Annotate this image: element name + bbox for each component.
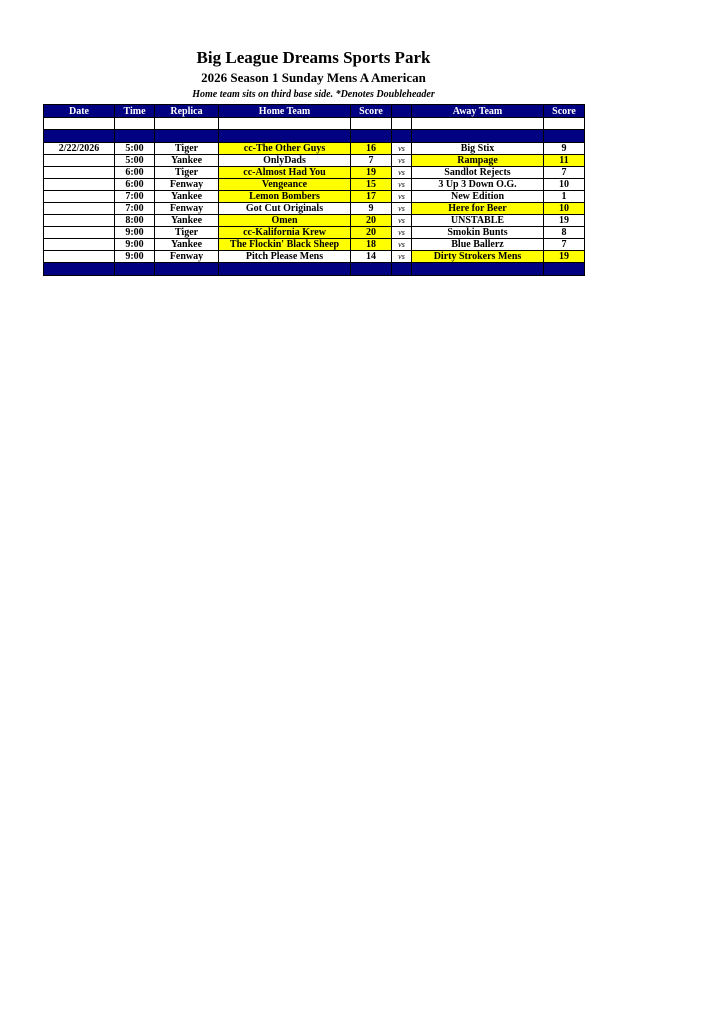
- vs-cell: vs: [392, 239, 412, 251]
- away-team-cell: Here for Beer: [412, 203, 544, 215]
- home-team-cell: cc-The Other Guys: [219, 143, 351, 155]
- col-header-away-team: Away Team: [412, 105, 544, 118]
- game-row: [44, 251, 585, 263]
- away-score-cell: 19: [544, 251, 585, 263]
- replica-cell: Tiger: [155, 143, 219, 155]
- game-row: [44, 191, 585, 203]
- away-score-cell: 10: [544, 179, 585, 191]
- date-cell: [44, 167, 115, 179]
- time-cell: 7:00: [115, 203, 155, 215]
- time-cell: 9:00: [115, 239, 155, 251]
- col-header-home-team: Home Team: [219, 105, 351, 118]
- home-team-cell: Pitch Please Mens: [219, 251, 351, 263]
- away-score-cell: 7: [544, 167, 585, 179]
- col-header-replica: Replica: [155, 105, 219, 118]
- time-cell: 5:00: [115, 155, 155, 167]
- home-score-cell: 14: [351, 251, 392, 263]
- game-row: [44, 227, 585, 239]
- away-team-cell: Smokin Bunts: [412, 227, 544, 239]
- col-header-vs: [392, 105, 412, 118]
- date-cell: [44, 215, 115, 227]
- schedule-note: Home team sits on third base side. *Denotes Doubleheader: [192, 89, 435, 100]
- date-cell: [44, 203, 115, 215]
- vs-cell: vs: [392, 167, 412, 179]
- home-score-cell: 20: [351, 215, 392, 227]
- away-team-cell: Sandlot Rejects: [412, 167, 544, 179]
- game-row: [44, 143, 585, 155]
- date-cell: [44, 227, 115, 239]
- replica-cell: Tiger: [155, 227, 219, 239]
- away-score-cell: 11: [544, 155, 585, 167]
- vs-cell: vs: [392, 143, 412, 155]
- away-score-cell: 7: [544, 239, 585, 251]
- date-cell: [44, 155, 115, 167]
- replica-cell: Fenway: [155, 203, 219, 215]
- blank-row: [44, 118, 585, 130]
- vs-cell: vs: [392, 203, 412, 215]
- time-cell: 9:00: [115, 251, 155, 263]
- game-row: [44, 167, 585, 179]
- replica-cell: Fenway: [155, 179, 219, 191]
- vs-cell: vs: [392, 227, 412, 239]
- home-team-cell: Vengeance: [219, 179, 351, 191]
- home-score-cell: 15: [351, 179, 392, 191]
- col-header-home-score: Score: [351, 105, 392, 118]
- time-cell: 9:00: [115, 227, 155, 239]
- game-row: [44, 179, 585, 191]
- footer-row: [44, 263, 585, 276]
- vs-cell: vs: [392, 155, 412, 167]
- date-cell: [44, 179, 115, 191]
- replica-cell: Yankee: [155, 155, 219, 167]
- time-cell: 8:00: [115, 215, 155, 227]
- home-score-cell: 9: [351, 203, 392, 215]
- replica-cell: Tiger: [155, 167, 219, 179]
- away-score-cell: 19: [544, 215, 585, 227]
- game-row: [44, 203, 585, 215]
- away-team-cell: 3 Up 3 Down O.G.: [412, 179, 544, 191]
- header-row: [44, 105, 585, 118]
- away-score-cell: 9: [544, 143, 585, 155]
- page-title: Big League Dreams Sports Park: [196, 48, 431, 67]
- home-team-cell: Lemon Bombers: [219, 191, 351, 203]
- replica-cell: Yankee: [155, 215, 219, 227]
- home-team-cell: Got Cut Originals: [219, 203, 351, 215]
- time-cell: 6:00: [115, 179, 155, 191]
- away-team-cell: Dirty Strokers Mens: [412, 251, 544, 263]
- home-team-cell: OnlyDads: [219, 155, 351, 167]
- away-score-cell: 1: [544, 191, 585, 203]
- separator-row: [44, 130, 585, 143]
- away-score-cell: 8: [544, 227, 585, 239]
- date-cell: [44, 239, 115, 251]
- vs-cell: vs: [392, 179, 412, 191]
- away-team-cell: New Edition: [412, 191, 544, 203]
- col-header-away-score: Score: [544, 105, 585, 118]
- schedule-body: [44, 118, 585, 263]
- replica-cell: Yankee: [155, 239, 219, 251]
- home-score-cell: 7: [351, 155, 392, 167]
- home-score-cell: 16: [351, 143, 392, 155]
- time-cell: 5:00: [115, 143, 155, 155]
- home-score-cell: 18: [351, 239, 392, 251]
- home-team-cell: The Flockin' Black Sheep: [219, 239, 351, 251]
- away-team-cell: Blue Ballerz: [412, 239, 544, 251]
- vs-cell: vs: [392, 215, 412, 227]
- home-team-cell: Omen: [219, 215, 351, 227]
- game-row: [44, 155, 585, 167]
- away-team-cell: Rampage: [412, 155, 544, 167]
- time-cell: 7:00: [115, 191, 155, 203]
- home-score-cell: 20: [351, 227, 392, 239]
- vs-cell: vs: [392, 191, 412, 203]
- away-score-cell: 10: [544, 203, 585, 215]
- col-header-time: Time: [115, 105, 155, 118]
- game-row: [44, 239, 585, 251]
- vs-cell: vs: [392, 251, 412, 263]
- date-cell: [44, 191, 115, 203]
- col-header-date: Date: [44, 105, 115, 118]
- away-team-cell: Big Stix: [412, 143, 544, 155]
- home-score-cell: 19: [351, 167, 392, 179]
- date-cell: [44, 251, 115, 263]
- home-team-cell: cc-Kalifornia Krew: [219, 227, 351, 239]
- page-subtitle: 2026 Season 1 Sunday Mens A American: [201, 70, 426, 85]
- replica-cell: Yankee: [155, 191, 219, 203]
- time-cell: 6:00: [115, 167, 155, 179]
- game-row: [44, 215, 585, 227]
- home-team-cell: cc-Almost Had You: [219, 167, 351, 179]
- date-cell: 2/22/2026: [44, 143, 115, 155]
- replica-cell: Fenway: [155, 251, 219, 263]
- schedule-table: [43, 104, 585, 276]
- away-team-cell: UNSTABLE: [412, 215, 544, 227]
- home-score-cell: 17: [351, 191, 392, 203]
